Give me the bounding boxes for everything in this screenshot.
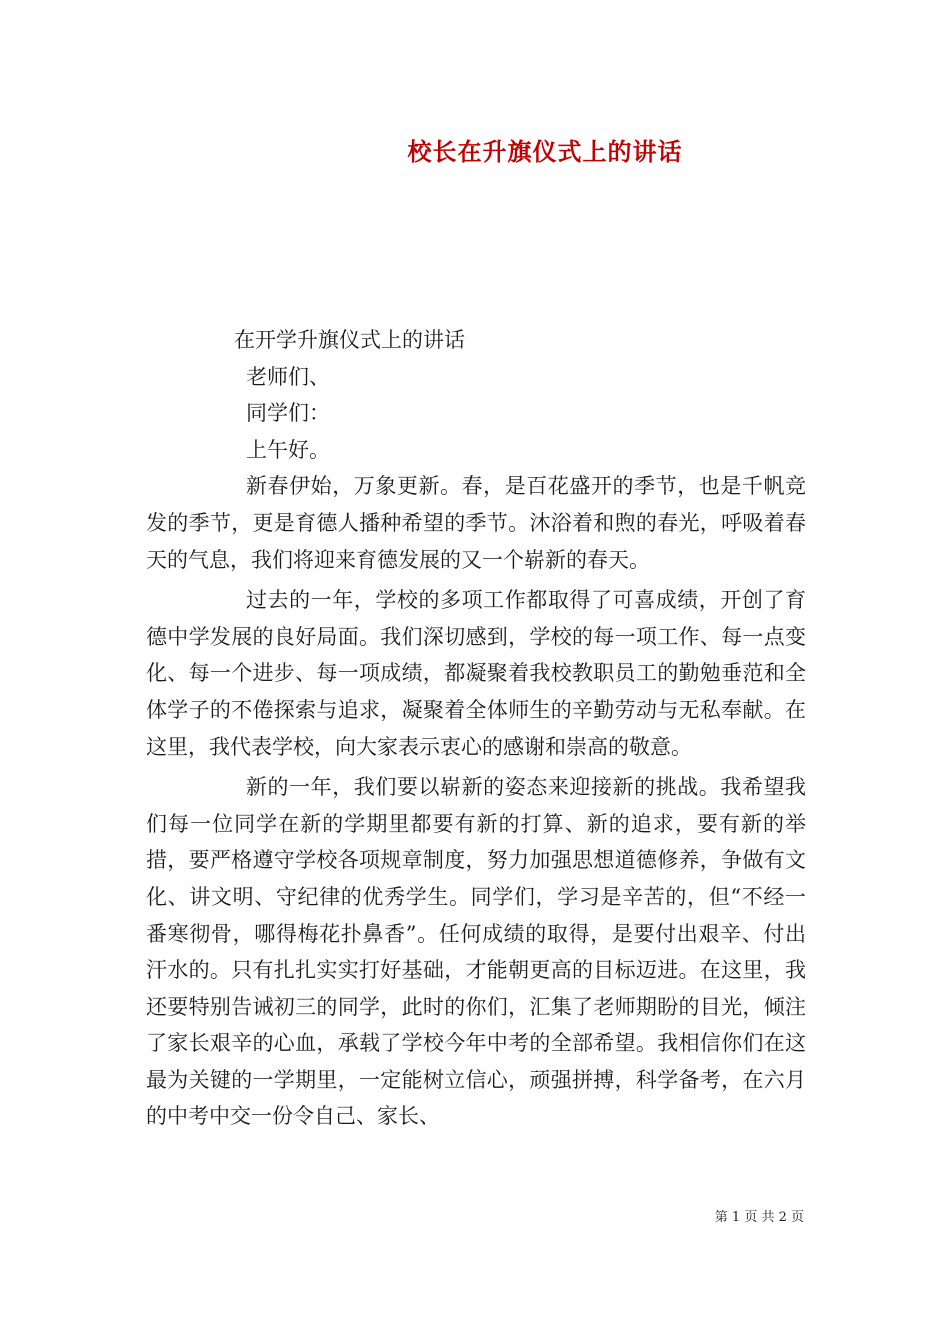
paragraph-past-year: 过去的一年，学校的多项工作都取得了可喜成绩，开创了育德中学发展的良好局面。我们深切感到，学校的每一项工作、每一点变化、每一个进步、每一项成绩，都凝聚着我校教职员工的勤勉垂范和全体学子的不倦探索与追求，凝聚着全体师生的辛勤劳动与无私奉献。在这里，我代表学校，向大家表示衷心的感谢和崇高的敬意。 <box>146 588 806 759</box>
paragraph-new-year: 新的一年，我们要以崭新的姿态来迎接新的挑战。我希望我们每一位同学在新的学期里都要有新的打算、新的追求，要有新的举措，要严格遵守学校各项规章制度，努力加强思想道德修养，争做有文化、讲文明、守纪律的优秀学生。同学们，学习是辛苦的，但“不经一番寒彻骨，哪得梅花扑鼻香”。任何成绩的取得，是要付出艰辛、付出汗水的。只有扎扎实实打好基础，才能朝更高的目标迈进。在这里，我还要特别告诫初三的同学，此时的你们，汇集了老师期盼的目光，倾注了家长艰辛的心血，承载了学校今年中考的全部希望。我相信你们在这最为关键的一学期里，一定能树立信心，顽强拼搏，科学备考，在六月的中考中交一份令自己、家长、 <box>146 775 806 1129</box>
paragraph-spring: 新春伊始，万象更新。春，是百花盛开的季节，也是千帆竞发的季节，更是育德人播种希望的季节。沐浴着和煦的春光，呼吸着春天的气息，我们将迎来育德发展的又一个崭新的春天。 <box>146 474 806 572</box>
salutation-students: 同学们： <box>246 401 330 426</box>
document-body <box>146 322 806 1135</box>
speech-paragraphs <box>146 468 806 1135</box>
speech-subtitle: 在开学升旗仪式上的讲话 <box>234 328 465 352</box>
salutation-teachers: 老师们、 <box>246 364 330 389</box>
page-number: 第 1 页 共 2 页 <box>714 1210 804 1225</box>
greeting-morning: 上午好。 <box>246 437 330 462</box>
document-title: 校长在升旗仪式上的讲话 <box>407 137 683 166</box>
